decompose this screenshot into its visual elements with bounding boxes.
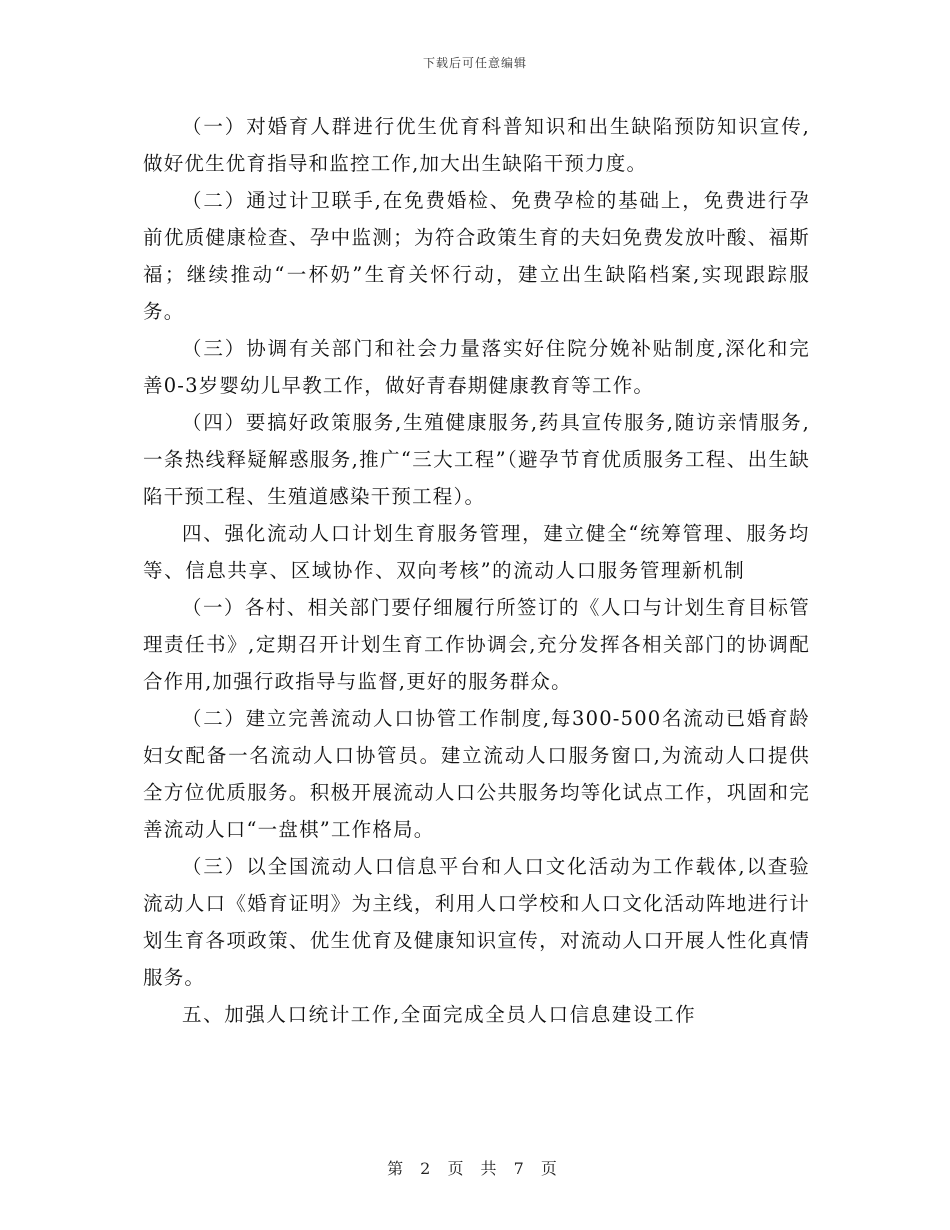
page-number-footer: 第 2 页 共 7 页 [387,1159,563,1178]
paragraph-3: （三）协调有关部门和社会力量落实好住院分娩补贴制度,深化和完善0-3岁婴幼儿早教工作，做好青春期健康教育等工作。 [143,337,810,397]
paragraph-4: （四）要搞好政策服务,生殖健康服务,药具宣传服务,随访亲情服务,一条热线释疑解惑服务,推广“三大工程”（避孕节育优质服务工程、出生缺陷干预工程、生殖道感染干预工程）。 [143,411,810,508]
section-heading-4: 四、强化流动人口计划生育服务管理，建立健全“统筹管理、服务均等、信息共享、区域协作、双向考核”的流动人口服务管理新机制 [143,522,810,582]
paragraph-6: （二）建立完善流动人口协管工作制度,每300-500名流动已婚育龄妇女配备一名流动人口协管员。建立流动人口服务窗口,为流动人口提供全方位优质服务。积极开展流动人口公共服务均等化试点工作，巩固和完善流动人口“一盘棋”工作格局。 [143,707,810,841]
paragraph-5: （一）各村、相关部门要仔细履行所签订的《人口与计划生育目标管理责任书》,定期召开计划生育工作协调会,充分发挥各相关部门的协调配合作用,加强行政指导与监督,更好的服务群众。 [143,596,810,693]
page-header: 下载后可任意编辑 [422,56,527,70]
section-heading-5: 五、加强人口统计工作,全面完成全员人口信息建设工作 [182,1003,697,1026]
paragraph-1: （一）对婚育人群进行优生优育科普知识和出生缺陷预防知识宣传,做好优生优育指导和监控工作,加大出生缺陷干预力度。 [143,115,810,175]
document-body [143,108,810,1033]
paragraph-7: （三）以全国流动人口信息平台和人口文化活动为工作载体,以查验流动人口《婚育证明》为主线，利用人口学校和人口文化活动阵地进行计划生育各项政策、优生优育及健康知识宣传，对流动人口开展人性化真情服务。 [143,855,810,989]
paragraph-2: （二）通过计卫联手,在免费婚检、免费孕检的基础上，免费进行孕前优质健康检查、孕中监测；为符合政策生育的夫妇免费发放叶酸、福斯福；继续推动“一杯奶”生育关怀行动，建立出生缺陷档案,实现跟踪服务。 [143,189,810,323]
